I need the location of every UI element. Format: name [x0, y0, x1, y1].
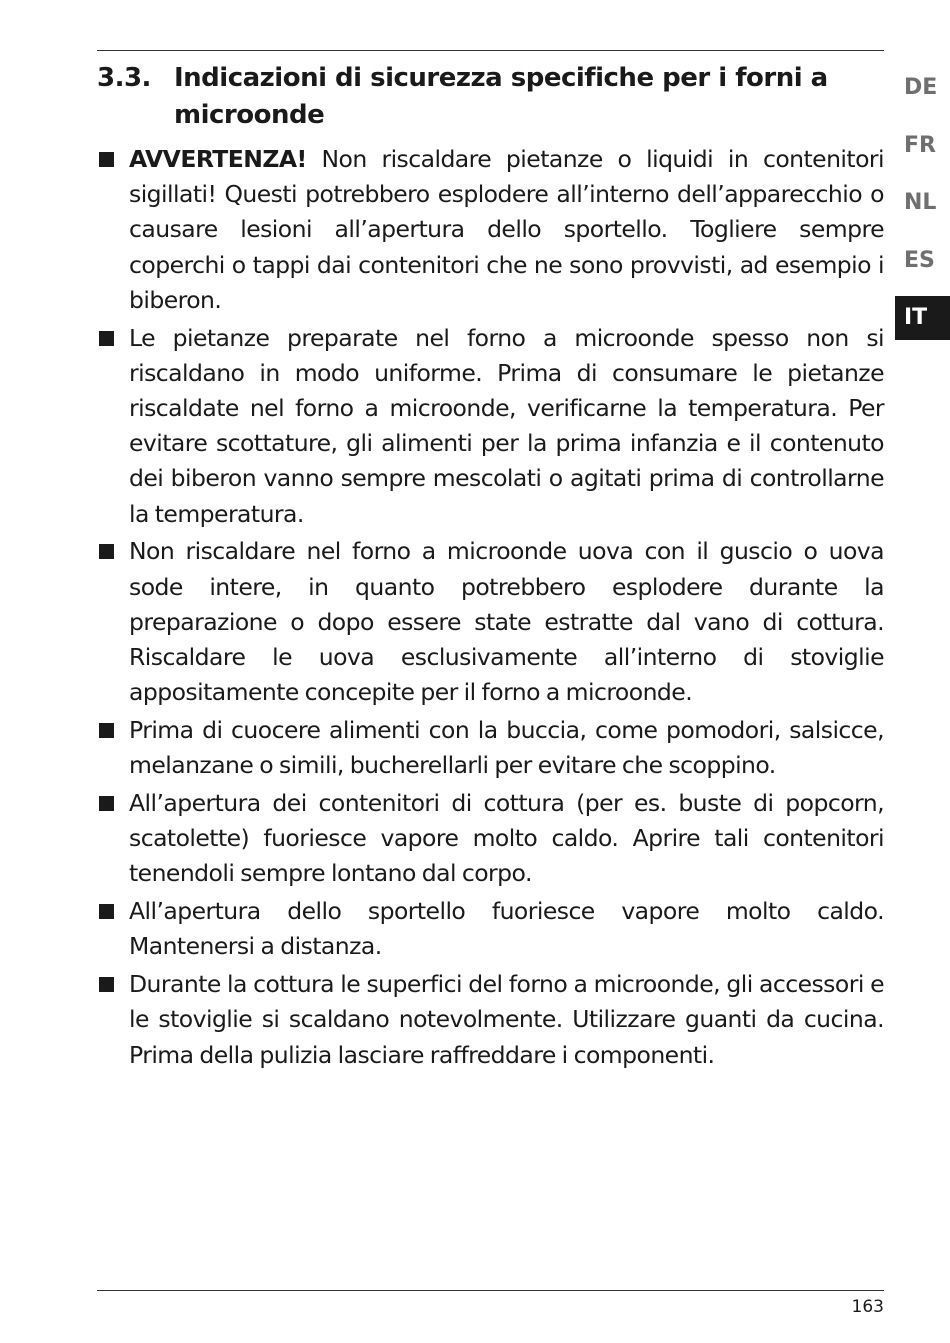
- bullet-text: All’apertura dei contenitori di cottura (per es. buste di popcorn, scatolette) fuoriesce vapore molto caldo. Aprire tali contenitori tenendoli sempre lontano dal corpo.: [129, 789, 884, 888]
- bullet-text: Non riscaldare pietanze o liquidi in contenitori sigillati! Questi potrebbero esplodere all’interno dell’apparecchio o causare lesioni all’apertura dello sportello. Togliere sempre coperchi o tappi dai contenitori che ne sono provvisti, ad esempio i biberon.: [129, 145, 884, 314]
- bullet-text: Le pietanze preparate nel forno a microonde spesso non si riscaldano in modo uniforme. Prima di consumare le pietanze riscaldate nel forno a microonde, verificarne la temperatura. Per evitare scottature, gli alimenti per la prima infanzia e il contenuto dei biberon vanno sempre mescolati o agitati prima di controllarne la temperatura.: [129, 323, 884, 528]
- square-bullet-icon: [99, 544, 114, 559]
- page-number: 163: [851, 1297, 884, 1317]
- square-bullet-icon: [99, 977, 114, 992]
- language-tab-it[interactable]: IT: [895, 296, 950, 340]
- bullet-item-eggs: [97, 534, 884, 710]
- bullet-item-containers-steam: [97, 786, 884, 892]
- bullet-text: Durante la cottura le superfici del forno a microonde, gli accessori e le stoviglie si scaldano notevolmente. Utilizzare guanti da cucina. Prima della pulizia lasciare raffreddare i componenti.: [129, 970, 884, 1069]
- section-heading: [97, 60, 887, 134]
- square-bullet-icon: [99, 331, 114, 346]
- top-rule: [97, 50, 884, 51]
- language-tab-es[interactable]: ES: [904, 247, 935, 273]
- bullet-text: All’apertura dello sportello fuoriesce vapore molto caldo. Mantenersi a distanza.: [129, 897, 884, 961]
- bullet-item-hot-surfaces: [97, 967, 884, 1073]
- language-tab-de[interactable]: DE: [904, 75, 938, 100]
- safety-bullet-list: [97, 142, 884, 1075]
- bullet-item-skins: [97, 713, 884, 783]
- square-bullet-icon: [99, 723, 114, 738]
- section-title: Indicazioni di sicurezza specifiche per i forni a microonde: [174, 63, 828, 130]
- warning-label: AVVERTENZA!: [129, 145, 307, 173]
- bullet-item-door-steam: [97, 894, 884, 964]
- square-bullet-icon: [99, 904, 114, 919]
- bottom-rule: [97, 1290, 884, 1291]
- language-tab-fr[interactable]: FR: [904, 132, 936, 158]
- bullet-item-uneven-heating: [97, 321, 884, 532]
- bullet-text: Prima di cuocere alimenti con la buccia, come pomodori, salsicce, melanzane o simili, bucherellarli per evitare che scoppino.: [129, 716, 884, 780]
- square-bullet-icon: [99, 796, 114, 811]
- bullet-text: Non riscaldare nel forno a microonde uova con il guscio o uova sode intere, in quanto potrebbero esplodere durante la preparazione o dopo essere state estratte dal vano di cottura. Riscaldare le uova esclusivamente all’interno di stoviglie appositamente concepite per il forno a microonde.: [129, 537, 884, 707]
- language-tabs: [895, 66, 950, 354]
- square-bullet-icon: [99, 152, 114, 167]
- section-number: 3.3.: [97, 63, 151, 93]
- bullet-item-warning: [97, 142, 884, 318]
- language-tab-nl[interactable]: NL: [904, 190, 937, 215]
